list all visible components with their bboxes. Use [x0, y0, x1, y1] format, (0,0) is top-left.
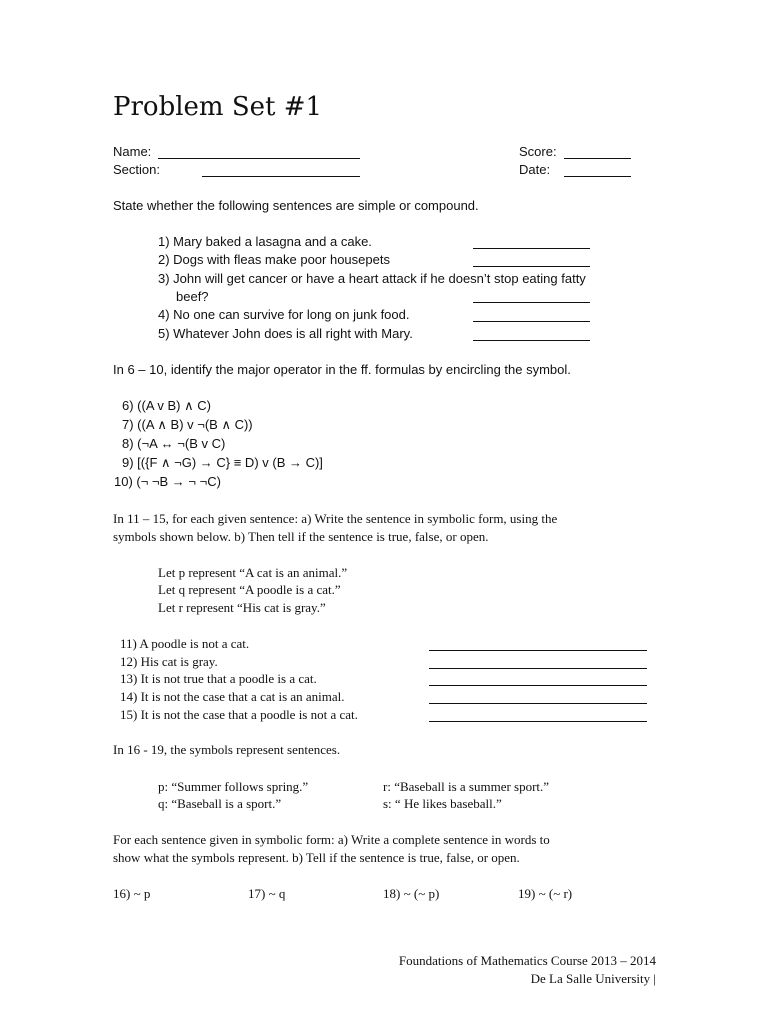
- name-field[interactable]: [158, 158, 360, 159]
- part3-item-13: 13) It is not true that a poodle is a cat.: [120, 671, 317, 686]
- part2-instruction: In 6 – 10, identify the major operator in the ff. formulas by encircling the symbol.: [113, 362, 571, 377]
- date-label: Date:: [519, 162, 551, 177]
- part3-instruction-line2: symbols shown below. b) Then tell if the sentence is true, false, or open.: [113, 529, 489, 544]
- part3-instruction-line1: In 11 – 15, for each given sentence: a) Write the sentence in symbolic form, using the: [113, 511, 558, 526]
- part4-instruction2-line2: show what the symbols represent. b) Tell if the sentence is true, false, or open.: [113, 850, 520, 865]
- formula-9[interactable]: 9) [({F ∧ ¬G) → C} ≡ D) v (B → C)]: [122, 455, 323, 470]
- page-title: Problem Set #1: [113, 92, 323, 122]
- formula-7[interactable]: 7) ((A ∧ B) v ¬(B ∧ C)): [122, 417, 253, 432]
- answer-blank-3[interactable]: [473, 302, 590, 303]
- answer-blank-4[interactable]: [473, 321, 590, 322]
- definition-q: Let q represent “A poodle is a cat.”: [158, 582, 341, 597]
- answer-blank-15[interactable]: [429, 721, 647, 722]
- formula-6[interactable]: 6) ((A v B) ∧ C): [122, 398, 211, 413]
- section-field[interactable]: [202, 176, 360, 177]
- section-label: Section:: [113, 162, 160, 177]
- answer-blank-11[interactable]: [429, 650, 647, 651]
- answer-blank-14[interactable]: [429, 703, 647, 704]
- score-label: Score:: [519, 144, 557, 159]
- formula-8[interactable]: 8) (¬A ↔ ¬(B v C): [122, 436, 226, 451]
- part1-item-3: 3) John will get cancer or have a heart attack if he doesn’t stop eating fatty: [158, 271, 586, 286]
- part1-item-1: 1) Mary baked a lasagna and a cake.: [158, 234, 372, 249]
- part4-item-18: 18) ~ (~ p): [383, 886, 440, 901]
- part4-instruction2-line1: For each sentence given in symbolic form: a) Write a complete sentence in words to: [113, 832, 550, 847]
- score-field[interactable]: [564, 158, 631, 159]
- symbol-p: p: “Summer follows spring.”: [158, 779, 309, 794]
- part1-item-4: 4) No one can survive for long on junk food.: [158, 307, 410, 322]
- answer-blank-2[interactable]: [473, 266, 590, 267]
- answer-blank-13[interactable]: [429, 685, 647, 686]
- symbol-r: r: “Baseball is a summer sport.”: [383, 779, 550, 794]
- symbol-q: q: “Baseball is a sport.”: [158, 796, 282, 811]
- definition-r: Let r represent “His cat is gray.”: [158, 600, 326, 615]
- part3-item-14: 14) It is not the case that a cat is an animal.: [120, 689, 345, 704]
- date-field[interactable]: [564, 176, 631, 177]
- part3-item-12: 12) His cat is gray.: [120, 654, 218, 669]
- definition-p: Let p represent “A cat is an animal.”: [158, 565, 348, 580]
- part1-item-2: 2) Dogs with fleas make poor housepets: [158, 252, 390, 267]
- part4-item-16: 16) ~ p: [113, 886, 151, 901]
- part3-item-11: 11) A poodle is not a cat.: [120, 636, 250, 651]
- answer-blank-1[interactable]: [473, 248, 590, 249]
- part4-item-17: 17) ~ q: [248, 886, 286, 901]
- name-label: Name:: [113, 144, 152, 159]
- part4-item-19: 19) ~ (~ r): [518, 886, 573, 901]
- answer-blank-5[interactable]: [473, 340, 590, 341]
- part4-instruction: In 16 - 19, the symbols represent sentences.: [113, 742, 341, 757]
- part1-item-5: 5) Whatever John does is all right with Mary.: [158, 326, 413, 341]
- footer-university: De La Salle University |: [530, 971, 656, 986]
- symbol-s: s: “ He likes baseball.”: [383, 796, 502, 811]
- part1-instruction: State whether the following sentences are simple or compound.: [113, 198, 479, 213]
- footer-course: Foundations of Mathematics Course 2013 – 2014: [398, 953, 656, 968]
- formula-10[interactable]: 10) (¬ ¬B → ¬ ¬C): [114, 474, 221, 489]
- part1-item-3-cont: beef?: [176, 289, 209, 304]
- answer-blank-12[interactable]: [429, 668, 647, 669]
- part3-item-15: 15) It is not the case that a poodle is not a cat.: [120, 707, 358, 722]
